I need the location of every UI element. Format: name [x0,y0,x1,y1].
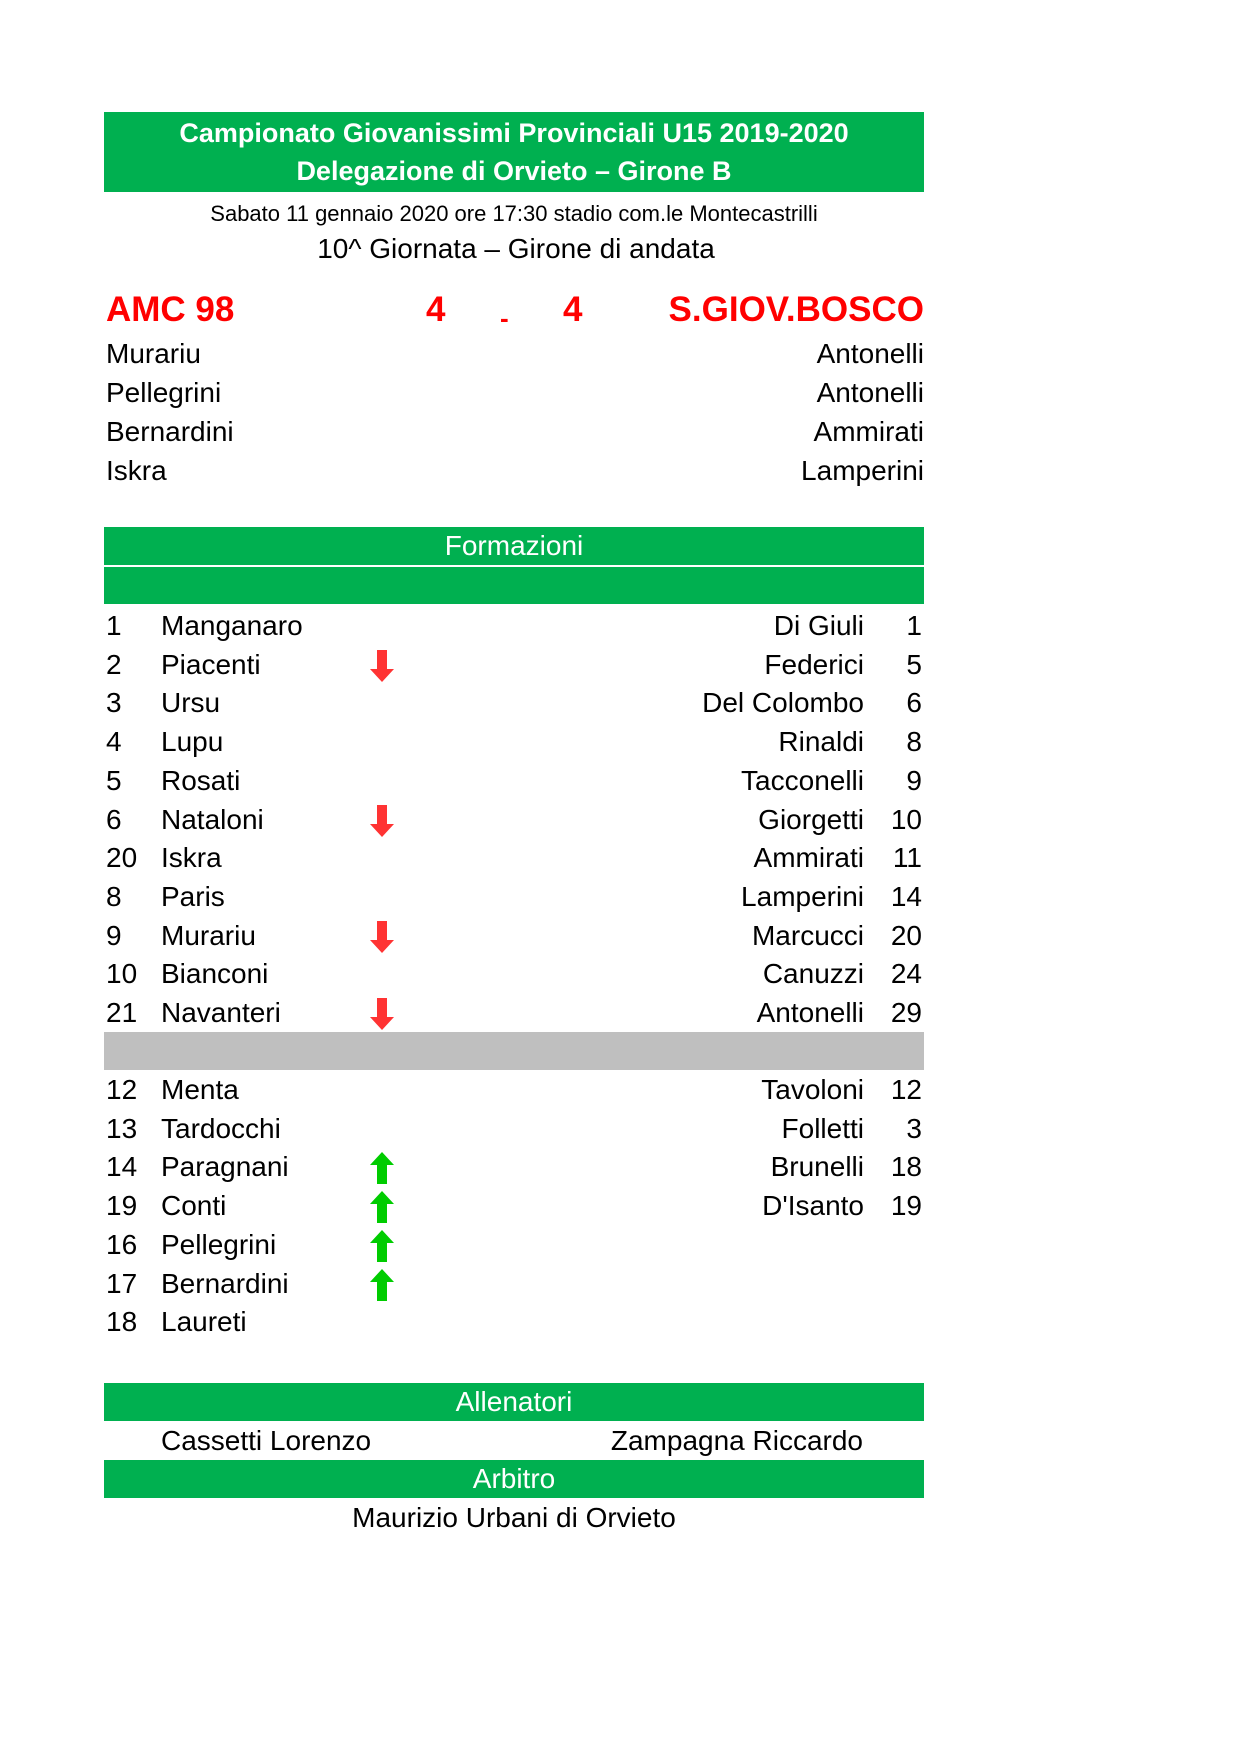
away-player-name: Giorgetti [758,803,864,835]
home-player-number: 1 [106,610,122,641]
home-scorer: Pellegrini [106,377,222,408]
home-player-name: Paris [161,880,225,912]
home-player-name: Bianconi [161,958,269,990]
away-scorers [801,334,924,490]
home-player-name: Ursu [161,687,221,719]
home-player-number: 3 [106,687,122,719]
lineups-subheader [104,567,924,604]
home-scorer: Bernardini [106,416,234,447]
home-player-number: 12 [106,1074,138,1105]
away-player-name: Tavoloni [761,1074,864,1105]
home-player-number: 19 [106,1190,138,1222]
arrow-up-icon [369,1190,395,1224]
arrow-down-icon [369,804,395,838]
delegation-title: Delegazione di Orvieto – Girone B [296,156,732,186]
arrow-down-icon [369,920,395,954]
lineup-row [104,683,924,722]
home-player-number: 10 [106,958,138,990]
home-player-number: 6 [106,803,122,835]
away-player-name: Marcucci [751,919,864,951]
home-player-name: Iskra [161,842,222,874]
away-player-number: 10 [890,803,922,835]
lineup-row [104,954,924,993]
away-player-number: 29 [890,997,922,1028]
score-separator: - [500,303,509,333]
lineup-row [104,800,924,839]
title-band [104,112,924,192]
home-player-number: 16 [106,1228,138,1260]
lineup-row [104,916,924,955]
home-player-number: 5 [106,764,122,796]
away-player-number: 14 [890,880,922,912]
lineup-row [104,1302,924,1341]
home-player-number: 14 [106,1151,138,1183]
away-player-number: 11 [892,842,922,874]
away-scorer: Antonelli [816,377,924,408]
championship-title: Campionato Giovanissimi Provinciali U15 2019-2020 [179,118,849,148]
home-team: AMC 98 [106,290,235,329]
home-player-name: Bernardini [161,1267,289,1299]
away-player-number: 9 [906,764,922,796]
arrow-down-icon [369,997,395,1031]
away-player-name: Lamperini [741,880,864,912]
away-player-name: Brunelli [770,1151,864,1183]
home-player-name: Conti [161,1190,227,1222]
home-player-name: Rosati [161,764,241,796]
away-player-number: 20 [890,919,922,951]
home-player-number: 21 [106,997,138,1028]
home-player-name: Navanteri [161,997,281,1028]
home-player-name: Laureti [161,1306,247,1338]
home-player-number: 2 [106,648,122,680]
home-player-name: Pellegrini [161,1228,277,1260]
lineup-row [104,1070,924,1109]
home-score: 4 [426,290,446,329]
home-player-number: 13 [106,1112,138,1144]
home-player-name: Murariu [161,919,256,951]
lineup-row [104,1264,924,1303]
arrow-up-icon [369,1229,395,1263]
away-player-number: 5 [906,648,922,680]
home-player-name: Nataloni [161,803,264,835]
away-player-name: Di Giuli [773,610,864,641]
away-team: S.GIOV.BOSCO [668,290,924,329]
arrow-down-icon [369,649,395,683]
away-scorer: Antonelli [816,338,924,369]
lineup-row [104,877,924,916]
referee-name: Maurizio Urbani di Orvieto [352,1502,676,1533]
home-player-name: Tardocchi [161,1112,281,1144]
lineup-row [104,645,924,684]
bench-separator [104,1032,924,1070]
home-coach: Cassetti Lorenzo [161,1425,372,1456]
away-player-number: 18 [890,1151,922,1183]
match-info: Sabato 11 gennaio 2020 ore 17:30 stadio com.le Montecastrilli [210,201,818,226]
home-scorers [106,334,234,490]
lineup-row [104,1147,924,1186]
home-player-name: Piacenti [161,648,261,680]
away-scorer: Lamperini [801,455,924,486]
home-player-name: Paragnani [161,1151,289,1183]
away-player-name: Del Colombo [702,687,864,719]
lineup-row [104,993,924,1032]
away-player-name: Federici [764,648,864,680]
lineups-header: Formazioni [104,527,924,565]
away-player-number: 24 [890,958,922,990]
home-scorer: Iskra [106,455,167,486]
lineup-row [104,606,924,645]
home-player-number: 17 [106,1267,138,1299]
away-score: 4 [563,290,583,329]
round-label: 10^ Giornata – Girone di andata [317,233,715,264]
away-player-number: 19 [890,1190,922,1222]
home-player-name: Menta [161,1074,239,1105]
lineup-row [104,722,924,761]
coaches-header: Allenatori [104,1383,924,1421]
away-player-name: Ammirati [753,842,864,874]
away-player-number: 1 [906,610,922,641]
home-player-name: Manganaro [161,610,303,641]
away-player-number: 12 [890,1074,922,1105]
away-scorer: Ammirati [813,416,924,447]
away-player-name: Canuzzi [762,958,864,990]
lineup-row [104,1186,924,1225]
away-coach: Zampagna Riccardo [610,1425,863,1456]
lineup-row [104,838,924,877]
lineup-row [104,1225,924,1264]
away-player-number: 3 [906,1112,922,1144]
home-player-number: 9 [106,919,122,951]
away-player-number: 8 [906,726,922,758]
away-player-name: Tacconelli [741,764,864,796]
away-player-name: Rinaldi [778,726,864,758]
away-player-name: Folletti [781,1112,864,1144]
referee-header: Arbitro [104,1460,924,1498]
home-scorer: Murariu [106,338,201,369]
away-player-number: 6 [906,687,922,719]
arrow-up-icon [369,1151,395,1185]
lineup-row [104,761,924,800]
home-player-number: 18 [106,1306,138,1338]
arrow-up-icon [369,1268,395,1302]
away-player-name: D'Isanto [762,1190,864,1222]
home-player-name: Lupu [161,726,224,758]
home-player-number: 20 [106,842,138,874]
lineup-row [104,1109,924,1148]
home-player-number: 4 [106,726,122,758]
home-player-number: 8 [106,880,122,912]
away-player-name: Antonelli [756,997,864,1028]
